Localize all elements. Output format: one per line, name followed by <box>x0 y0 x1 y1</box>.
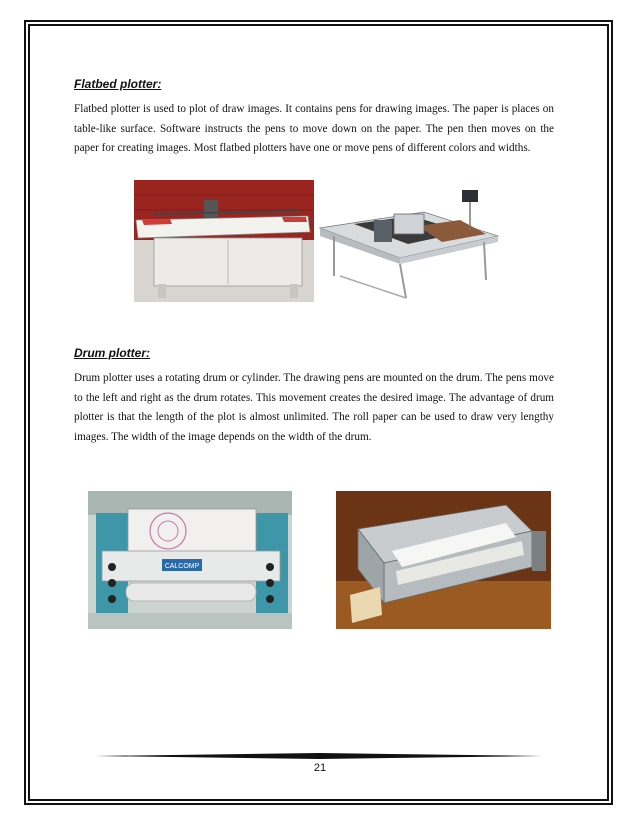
flatbed-paragraph: Flatbed plotter is used to plot of draw images. It contains pens for drawing images. The paper is places on table-like surface. Software instructs the pens to move down on the paper. The pen then moves on the paper for creating images. Most flatbed plotters have one or move pens of different colors and widths. <box>74 103 554 154</box>
drum-paragraph: Drum plotter uses a rotating drum or cylinder. The drawing pens are mounted on the drum. The pens move to the left and right as the drum rotates. This movement creates the desired image. The advantage of drum plotter is that the length of the plot is almost unlimited. The roll paper can be used to draw very lengthy images. The width of the image depends on the width of the drum. <box>74 372 554 443</box>
page-number: 21 <box>313 762 327 774</box>
flatbed-plotter-illustration-1 <box>134 180 314 302</box>
drum-plotter-illustration-2 <box>336 491 551 629</box>
calcomp-label: CALCOMP <box>164 563 200 570</box>
flatbed-plotter-illustration-2 <box>314 180 504 302</box>
drum-plotter-photo-2 <box>336 491 551 629</box>
drum-plotter-illustration-1 <box>88 491 292 629</box>
flatbed-plotter-photo-1 <box>134 180 314 302</box>
drum-heading: Drum plotter: <box>74 346 150 360</box>
flatbed-plotter-photo-2 <box>314 180 504 302</box>
flatbed-heading: Flatbed plotter: <box>74 77 162 91</box>
drum-plotter-photo-1 <box>88 491 292 629</box>
footer-divider <box>95 753 543 759</box>
